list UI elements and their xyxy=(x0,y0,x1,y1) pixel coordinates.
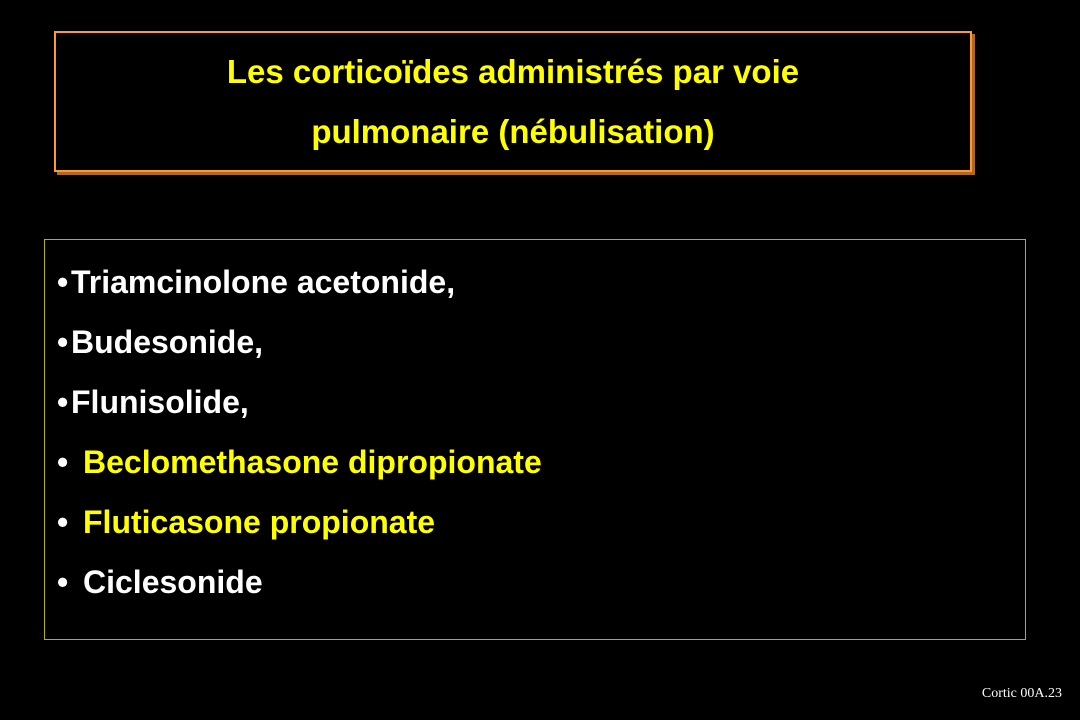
bullet-icon: • xyxy=(57,264,69,300)
drug-list xyxy=(57,252,542,612)
list-item-label: Fluticasone propionate xyxy=(83,504,436,540)
list-item-ciclesonide xyxy=(57,552,542,612)
list-item-label: Budesonide, xyxy=(71,324,264,360)
bullet-icon: • xyxy=(57,564,69,600)
list-item-flunisolide xyxy=(57,372,542,432)
bullet-icon: • xyxy=(57,444,69,480)
bullet-icon: • xyxy=(57,324,69,360)
list-item-label: Beclomethasone dipropionate xyxy=(83,444,542,480)
list-item-label: Ciclesonide xyxy=(83,564,263,600)
title-line-1: Les corticoïdes administrés par voie xyxy=(226,52,800,90)
slide-title xyxy=(153,42,873,162)
bullet-icon: • xyxy=(57,504,69,540)
content-box xyxy=(44,239,1026,640)
title-box xyxy=(54,31,972,172)
list-item-label: Triamcinolone acetonide, xyxy=(71,264,456,300)
slide-footer-code: Cortic 00A.23 xyxy=(981,686,1062,701)
list-item-triamcinolone xyxy=(57,252,542,312)
list-item-budesonide xyxy=(57,312,542,372)
bullet-icon: • xyxy=(57,384,69,420)
list-item-label: Flunisolide, xyxy=(71,384,249,420)
list-item-fluticasone xyxy=(57,492,542,552)
list-item-beclomethasone xyxy=(57,432,542,492)
title-line-2: pulmonaire (nébulisation) xyxy=(311,112,715,150)
